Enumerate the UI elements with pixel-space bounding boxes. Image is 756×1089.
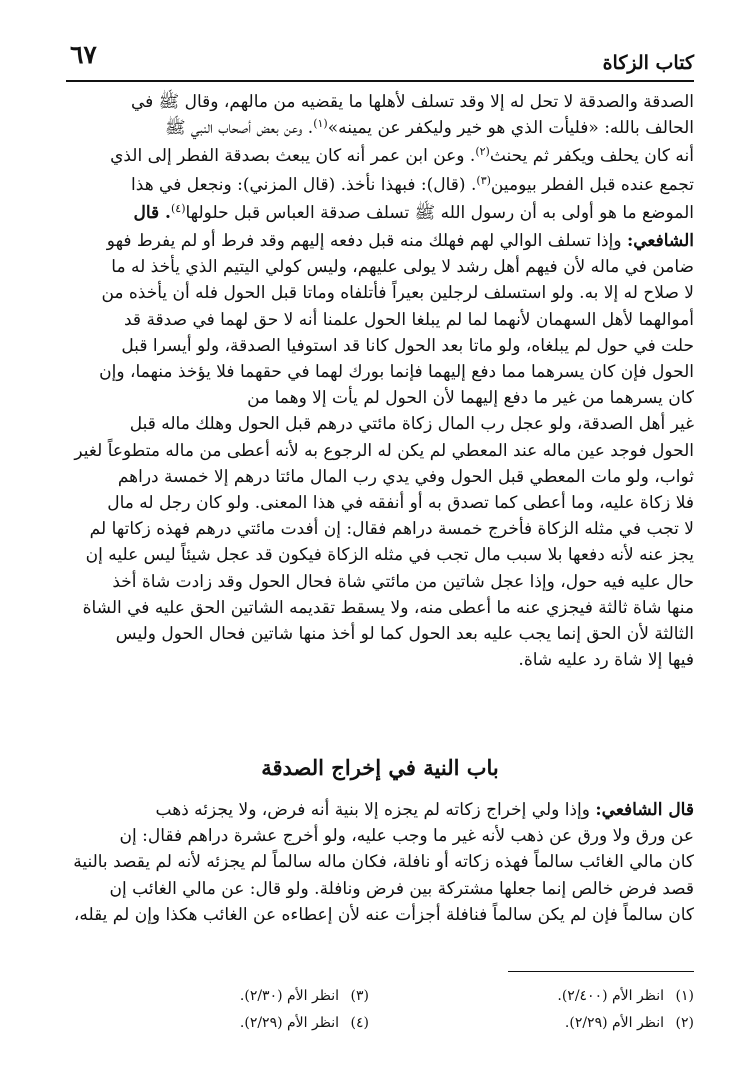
body-line: الحول فإن كان يسرهما مما دفع إليهما فإنما بورك لهما في حقهما فلا يؤخذ منهما، وإن bbox=[99, 362, 694, 383]
footnote-column-left bbox=[69, 983, 369, 1037]
page-header bbox=[66, 36, 694, 80]
body-line: غير أهل الصدقة، ولو عجل رب المال زكاة مائتي درهم قبل الحول وهلك ماله قبل bbox=[129, 414, 694, 435]
speaker-lead: الشافعي: bbox=[626, 231, 694, 252]
body-line: الثالثة لأن الحق إنما يجب عليه بعد الحول كما لو أخذ منها شاتين فحال الحول وليس bbox=[115, 624, 694, 645]
section-line: كان مالي الغائب سالماً فهذه زكاته أو نافلة، فكان ماله سالماً لم يجزئه لأنه لم يقصد بالنية bbox=[73, 852, 694, 873]
body-line: الموضع ما هو أولى به أن رسول الله ﷺ تسلف صدقة العباس قبل حلولها$^{(٤)}$. قال bbox=[133, 201, 694, 223]
body-line: الشافعي: وإذا تسلف الوالي لهم فهلك منه قبل دفعه إليهم وقد فرط أو لم يفرط فهو bbox=[106, 231, 694, 252]
footnote-item: (٤)انظر الأم (٢/٢٩). bbox=[239, 1015, 369, 1031]
body-line: فلا زكاة عليه، وما أعطى كما تصدق به أو أنفقه في هذا المعنى. ولو كان رجل له مال bbox=[107, 493, 694, 514]
body-line: يجز عنه لأنه دفعها بلا سبب مال تجب في مثله الزكاة فيكون قد عجل شيئاً ليس عليه إن bbox=[85, 545, 694, 566]
body-line: ضامن في ماله لأن فيهم أهل رشد لا يولى عليهم، وليس كولي اليتيم الذي يأخذ له ما bbox=[111, 257, 694, 278]
body-line: الحول فوجد عين ماله عند المعطي لم يكن له الرجوع به لأنه أعطى من ماله متطوعاً لغير bbox=[74, 440, 694, 461]
footnote-ref: (٤) bbox=[170, 201, 186, 215]
body-line: الحالف بالله: «فليأت الذي هو خير وليكفر عن يمينه»$^{(١)}$. وعن بعض أصحاب النبي ﷺ bbox=[164, 117, 694, 139]
page-number: ٦٧ bbox=[70, 40, 97, 69]
section-heading: باب النية في إخراج الصدقة bbox=[261, 755, 499, 780]
section-line: عن ورق ولا ورق عن ذهب لأنه غير ما وجب عليه، ولو أخرج عشرة دراهم فقال: إن bbox=[119, 826, 694, 847]
body-line: أنه كان يحلف ويكفر ثم يحنث$^{(٢)}$. وعن ابن عمر أنه كان يبعث بصدقة الفطر إلى الذي bbox=[110, 145, 694, 167]
running-title: كتاب الزكاة bbox=[602, 52, 694, 74]
footnote-item: (٣)انظر الأم (٢/٣٠). bbox=[239, 988, 369, 1004]
footnote-ref: (١) bbox=[313, 117, 328, 131]
body-line: لا صلاح له إلا به. ولو استسلف لرجلين بعيراً فأتلفاه وماتا قبل الحول فله أن يأخذه من bbox=[101, 283, 694, 304]
footnote-column-right bbox=[394, 983, 694, 1037]
footnote-item: (٢)انظر الأم (٢/٢٩). bbox=[564, 1015, 694, 1031]
section-line: كان سالماً فإن لم يكن سالماً فنافلة أجزأت عنه لأن إعطاءه عن الغائب هكذا وإن لم يقله، bbox=[73, 904, 694, 925]
footnote-rule bbox=[508, 971, 694, 972]
section-line: قصد فرض خالص إنما جعلها مشتركة بين فرض ونافلة. ولو قال: عن مالي الغائب إن bbox=[109, 878, 694, 899]
footnote-ref: (٣) bbox=[476, 173, 491, 187]
body-line: ثواب، ولو مات المعطي قبل الحول وفي يدي رب المال مائتا درهم إلا خمسة دراهم bbox=[117, 466, 694, 487]
body-line: أموالهما لأهل السهمان لأنهما لما لم يبلغا الحول علمنا أنه لا حق لهما في صدقة قد bbox=[123, 309, 694, 330]
footnote-ref: (٢) bbox=[475, 145, 490, 159]
body-line: تجمع عنده قبل الفطر بيومين$^{(٣)}$. (قال): فبهذا نأخذ. (قال المزني): ونجعل في هذا bbox=[131, 173, 694, 195]
body-line: فيها إلا شاة رد عليه شاة. bbox=[518, 650, 694, 671]
speaker-lead: قال الشافعي: bbox=[595, 800, 694, 820]
header-rule bbox=[66, 80, 694, 82]
section-text bbox=[66, 797, 694, 928]
body-line: حلت في حول لم يبلغاه، ولو ماتا بعد الحول كانا قد استوفيا الصدقة، ولو أيسرا قبل bbox=[121, 335, 694, 356]
body-line: كان يسرهما من غير ما دفع إليهما لأن الحول لم يأت إلا وهما من bbox=[247, 388, 694, 409]
body-line: لا تجب في مثله الزكاة فأخرج خمسة دراهم فقال: إن أفدت مائتي درهم فهذه زكاتها لم bbox=[89, 519, 694, 540]
body-line: الصدقة والصدقة لا تحل له إلا وقد تسلف لأهلها ما يقضيه من مالهم، وقال ﷺ في bbox=[130, 92, 694, 112]
body-text bbox=[66, 89, 694, 673]
body-line: منها شاة ثالثة فيجزي عنه ما أعطى منه، ولا يسقط تقديمه الشاتين الحق عليه في الشاة bbox=[82, 597, 694, 618]
footnote-item: (١)انظر الأم (٢/٤٠٠). bbox=[557, 988, 694, 1004]
section-line: قال الشافعي: وإذا ولي إخراج زكاته لم يجزه إلا بنية أنه فرض، ولا يجزئه ذهب bbox=[155, 800, 694, 820]
body-line: حال عليه فيه حول، وإذا عجل شاتين من مائتي شاة فحال الحول وقد زادت شاة أخذ bbox=[112, 571, 694, 592]
